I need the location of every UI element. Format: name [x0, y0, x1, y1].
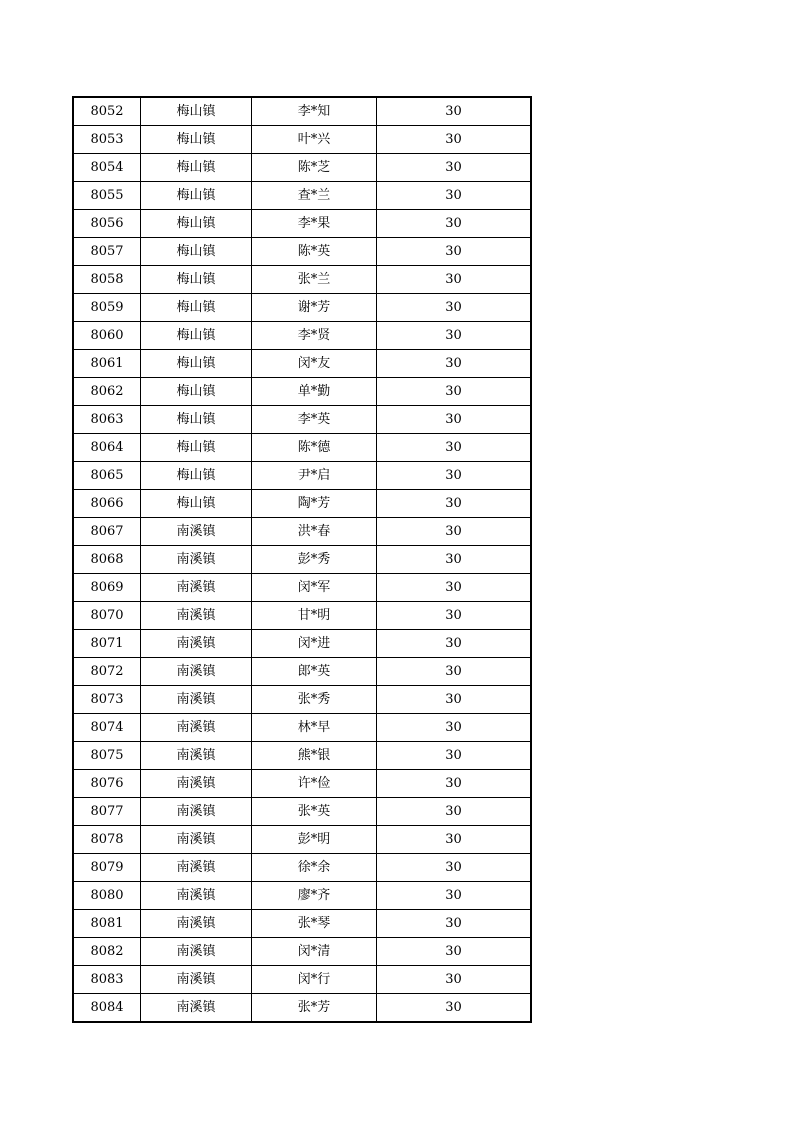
town-cell: 南溪镇 — [141, 938, 252, 966]
table-row — [73, 210, 531, 238]
name-cell: 张*芳 — [252, 994, 377, 1023]
row-number-cell: 8080 — [73, 882, 141, 910]
row-number-cell: 8073 — [73, 686, 141, 714]
amount-cell: 30 — [377, 518, 532, 546]
town-cell: 梅山镇 — [141, 182, 252, 210]
amount-cell: 30 — [377, 742, 532, 770]
row-number-cell: 8070 — [73, 602, 141, 630]
name-cell: 单*勤 — [252, 378, 377, 406]
row-number-cell: 8056 — [73, 210, 141, 238]
row-number-cell: 8069 — [73, 574, 141, 602]
table-row — [73, 826, 531, 854]
name-cell: 李*果 — [252, 210, 377, 238]
amount-cell: 30 — [377, 154, 532, 182]
amount-cell: 30 — [377, 574, 532, 602]
name-cell: 徐*余 — [252, 854, 377, 882]
table-row — [73, 182, 531, 210]
name-cell: 闵*友 — [252, 350, 377, 378]
row-number-cell: 8052 — [73, 97, 141, 126]
town-cell: 南溪镇 — [141, 714, 252, 742]
town-cell: 南溪镇 — [141, 854, 252, 882]
amount-cell: 30 — [377, 798, 532, 826]
amount-cell: 30 — [377, 910, 532, 938]
town-cell: 梅山镇 — [141, 378, 252, 406]
name-cell: 李*英 — [252, 406, 377, 434]
row-number-cell: 8066 — [73, 490, 141, 518]
amount-cell: 30 — [377, 994, 532, 1023]
row-number-cell: 8058 — [73, 266, 141, 294]
name-cell: 闵*军 — [252, 574, 377, 602]
table-row — [73, 742, 531, 770]
name-cell: 甘*明 — [252, 602, 377, 630]
town-cell: 梅山镇 — [141, 266, 252, 294]
amount-cell: 30 — [377, 182, 532, 210]
town-cell: 梅山镇 — [141, 322, 252, 350]
name-cell: 叶*兴 — [252, 126, 377, 154]
name-cell: 尹*启 — [252, 462, 377, 490]
town-cell: 梅山镇 — [141, 462, 252, 490]
amount-cell: 30 — [377, 686, 532, 714]
row-number-cell: 8065 — [73, 462, 141, 490]
amount-cell: 30 — [377, 406, 532, 434]
table-row — [73, 462, 531, 490]
town-cell: 梅山镇 — [141, 294, 252, 322]
name-cell: 张*琴 — [252, 910, 377, 938]
table-row — [73, 714, 531, 742]
amount-cell: 30 — [377, 490, 532, 518]
row-number-cell: 8077 — [73, 798, 141, 826]
name-cell: 廖*齐 — [252, 882, 377, 910]
table-body — [73, 97, 531, 1022]
name-cell: 陈*德 — [252, 434, 377, 462]
table-row — [73, 378, 531, 406]
amount-cell: 30 — [377, 462, 532, 490]
name-cell: 郎*英 — [252, 658, 377, 686]
name-cell: 张*兰 — [252, 266, 377, 294]
row-number-cell: 8071 — [73, 630, 141, 658]
name-cell: 洪*春 — [252, 518, 377, 546]
name-cell: 张*英 — [252, 798, 377, 826]
town-cell: 南溪镇 — [141, 630, 252, 658]
town-cell: 梅山镇 — [141, 238, 252, 266]
row-number-cell: 8072 — [73, 658, 141, 686]
amount-cell: 30 — [377, 97, 532, 126]
table-row — [73, 350, 531, 378]
name-cell: 闵*行 — [252, 966, 377, 994]
name-cell: 彭*明 — [252, 826, 377, 854]
amount-cell: 30 — [377, 294, 532, 322]
town-cell: 南溪镇 — [141, 742, 252, 770]
amount-cell: 30 — [377, 938, 532, 966]
row-number-cell: 8053 — [73, 126, 141, 154]
town-cell: 南溪镇 — [141, 994, 252, 1023]
town-cell: 南溪镇 — [141, 966, 252, 994]
town-cell: 南溪镇 — [141, 574, 252, 602]
table-row — [73, 322, 531, 350]
town-cell: 南溪镇 — [141, 798, 252, 826]
table-row — [73, 434, 531, 462]
table-row — [73, 770, 531, 798]
amount-cell: 30 — [377, 238, 532, 266]
row-number-cell: 8063 — [73, 406, 141, 434]
name-cell: 李*贤 — [252, 322, 377, 350]
amount-cell: 30 — [377, 322, 532, 350]
table-row — [73, 630, 531, 658]
town-cell: 南溪镇 — [141, 770, 252, 798]
name-cell: 陈*英 — [252, 238, 377, 266]
town-cell: 南溪镇 — [141, 826, 252, 854]
table-row — [73, 490, 531, 518]
row-number-cell: 8057 — [73, 238, 141, 266]
town-cell: 南溪镇 — [141, 518, 252, 546]
amount-cell: 30 — [377, 826, 532, 854]
table-row — [73, 266, 531, 294]
amount-cell: 30 — [377, 126, 532, 154]
town-cell: 梅山镇 — [141, 154, 252, 182]
name-cell: 许*俭 — [252, 770, 377, 798]
row-number-cell: 8054 — [73, 154, 141, 182]
table-row — [73, 686, 531, 714]
amount-cell: 30 — [377, 210, 532, 238]
name-cell: 林*早 — [252, 714, 377, 742]
amount-cell: 30 — [377, 434, 532, 462]
amount-cell: 30 — [377, 630, 532, 658]
town-cell: 南溪镇 — [141, 602, 252, 630]
row-number-cell: 8060 — [73, 322, 141, 350]
table-row — [73, 994, 531, 1023]
amount-cell: 30 — [377, 658, 532, 686]
town-cell: 梅山镇 — [141, 490, 252, 518]
amount-cell: 30 — [377, 546, 532, 574]
row-number-cell: 8076 — [73, 770, 141, 798]
town-cell: 梅山镇 — [141, 350, 252, 378]
name-cell: 陈*芝 — [252, 154, 377, 182]
table-row — [73, 910, 531, 938]
table-row — [73, 294, 531, 322]
row-number-cell: 8084 — [73, 994, 141, 1023]
row-number-cell: 8075 — [73, 742, 141, 770]
row-number-cell: 8055 — [73, 182, 141, 210]
row-number-cell: 8083 — [73, 966, 141, 994]
row-number-cell: 8068 — [73, 546, 141, 574]
amount-cell: 30 — [377, 882, 532, 910]
table-row — [73, 406, 531, 434]
table-row — [73, 518, 531, 546]
town-cell: 梅山镇 — [141, 434, 252, 462]
name-cell: 彭*秀 — [252, 546, 377, 574]
name-cell: 陶*芳 — [252, 490, 377, 518]
name-cell: 谢*芳 — [252, 294, 377, 322]
amount-cell: 30 — [377, 350, 532, 378]
amount-cell: 30 — [377, 770, 532, 798]
town-cell: 南溪镇 — [141, 686, 252, 714]
town-cell: 南溪镇 — [141, 910, 252, 938]
town-cell: 梅山镇 — [141, 406, 252, 434]
row-number-cell: 8067 — [73, 518, 141, 546]
town-cell: 梅山镇 — [141, 126, 252, 154]
data-table — [72, 96, 532, 1023]
row-number-cell: 8078 — [73, 826, 141, 854]
table-row — [73, 238, 531, 266]
amount-cell: 30 — [377, 602, 532, 630]
row-number-cell: 8081 — [73, 910, 141, 938]
row-number-cell: 8059 — [73, 294, 141, 322]
table-row — [73, 938, 531, 966]
amount-cell: 30 — [377, 966, 532, 994]
table-row — [73, 126, 531, 154]
name-cell: 张*秀 — [252, 686, 377, 714]
town-cell: 南溪镇 — [141, 658, 252, 686]
table-row — [73, 154, 531, 182]
row-number-cell: 8064 — [73, 434, 141, 462]
row-number-cell: 8082 — [73, 938, 141, 966]
name-cell: 查*兰 — [252, 182, 377, 210]
name-cell: 李*知 — [252, 97, 377, 126]
row-number-cell: 8074 — [73, 714, 141, 742]
name-cell: 闵*清 — [252, 938, 377, 966]
row-number-cell: 8079 — [73, 854, 141, 882]
amount-cell: 30 — [377, 714, 532, 742]
town-cell: 梅山镇 — [141, 210, 252, 238]
amount-cell: 30 — [377, 378, 532, 406]
row-number-cell: 8062 — [73, 378, 141, 406]
amount-cell: 30 — [377, 266, 532, 294]
table-row — [73, 966, 531, 994]
town-cell: 梅山镇 — [141, 97, 252, 126]
row-number-cell: 8061 — [73, 350, 141, 378]
town-cell: 南溪镇 — [141, 546, 252, 574]
table-row — [73, 658, 531, 686]
town-cell: 南溪镇 — [141, 882, 252, 910]
table-row — [73, 602, 531, 630]
table-row — [73, 854, 531, 882]
table-row — [73, 798, 531, 826]
amount-cell: 30 — [377, 854, 532, 882]
table-row — [73, 574, 531, 602]
name-cell: 闵*进 — [252, 630, 377, 658]
table-row — [73, 97, 531, 126]
table-row — [73, 546, 531, 574]
name-cell: 熊*银 — [252, 742, 377, 770]
table-row — [73, 882, 531, 910]
